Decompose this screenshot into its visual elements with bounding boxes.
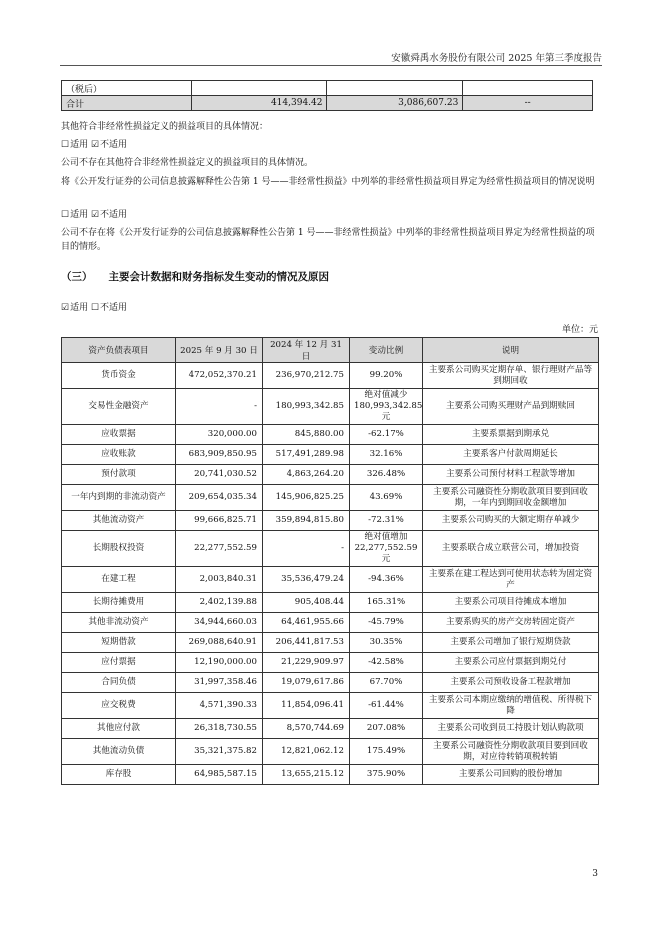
- value-current: 12,190,000.00: [176, 653, 263, 673]
- value-cell: [463, 81, 593, 96]
- non-recurring-summary-table: [61, 80, 593, 111]
- table-row: [62, 739, 599, 765]
- value-change: -45.79%: [350, 613, 423, 633]
- table-row: [62, 613, 599, 633]
- change-reason: 主要系公司融资性分期收款项目要到回收期，对应待转销项税转销: [423, 739, 599, 765]
- change-reason: 主要系客户付款周期延长: [423, 445, 599, 465]
- value-cell: [327, 81, 463, 96]
- table-row: [62, 653, 599, 673]
- value-change: 绝对值减少180,993,342.85 元: [350, 389, 423, 425]
- value-change: 326.48%: [350, 465, 423, 485]
- row-item-name: 其他流动负债: [62, 739, 176, 765]
- checkbox-checked-icon: ☑: [90, 210, 100, 220]
- paragraph-no-reclassification: 公司不存在将《公开发行证券的公司信息披露解释性公告第 1 号——非经常性损益》中列举的非经常性损益项目界定为经常性损益的项目的情形。: [61, 228, 595, 252]
- value-current: 2,402,139.88: [176, 593, 263, 613]
- value-prior: 19,079,617.86: [263, 673, 350, 693]
- balance-sheet-change-table: [61, 337, 599, 785]
- table-body: [62, 363, 599, 785]
- checkbox-checked-icon: ☑: [90, 140, 100, 150]
- row-item-name: 交易性金融资产: [62, 389, 176, 425]
- option-not-applicable: 不适用: [100, 303, 128, 313]
- value-prior: 236,970,212.75: [263, 363, 350, 389]
- value-current: 20,741,030.52: [176, 465, 263, 485]
- change-reason: 主要系公司融资性分期收款项目要到回收期，一年内到期回收金额增加: [423, 485, 599, 511]
- value-prior: 21,229,909.97: [263, 653, 350, 673]
- change-reason: 主要系票据到期承兑: [423, 425, 599, 445]
- row-item-name: 库存股: [62, 765, 176, 785]
- value-change: 43.69%: [350, 485, 423, 511]
- change-reason: 主要系公司收到员工持股计划认购款项: [423, 719, 599, 739]
- value-prior: 35,536,479.24: [263, 567, 350, 593]
- value-current: -: [176, 389, 263, 425]
- row-item-name: 长期待摊费用: [62, 593, 176, 613]
- value-change: -62.17%: [350, 425, 423, 445]
- row-item-name: 合同负债: [62, 673, 176, 693]
- column-header: 资产负债表项目: [62, 338, 176, 363]
- option-not-applicable: 不适用: [100, 210, 128, 220]
- value-prior: 11,854,096.41: [263, 693, 350, 719]
- page-number: 3: [592, 869, 598, 879]
- row-item-name: 应付票据: [62, 653, 176, 673]
- value-prior: 180,993,342.85: [263, 389, 350, 425]
- row-item-name: 其他流动资产: [62, 511, 176, 531]
- value-prior: 8,570,744.69: [263, 719, 350, 739]
- value-current: 35,321,375.82: [176, 739, 263, 765]
- table-row: [62, 81, 593, 96]
- value-cell: [191, 81, 327, 96]
- row-item-name: 短期借款: [62, 633, 176, 653]
- table-row: [62, 445, 599, 465]
- value-change: 375.90%: [350, 765, 423, 785]
- checkbox-unchecked-icon: ☐: [90, 303, 100, 313]
- value-prior: 145,906,825.25: [263, 485, 350, 511]
- change-reason: 主要系公司增加了银行短期贷款: [423, 633, 599, 653]
- row-item-name: 长期股权投资: [62, 531, 176, 567]
- value-prior: 64,461,955.66: [263, 613, 350, 633]
- checkbox-checked-icon: ☑: [61, 303, 70, 313]
- value-prior: 845,880.00: [263, 425, 350, 445]
- applicability-choice: [61, 208, 595, 222]
- value-change: 175.49%: [350, 739, 423, 765]
- table-header-row: [62, 338, 599, 363]
- column-header: 2024 年 12 月 31 日: [263, 338, 350, 363]
- change-reason: 主要系公司预付材料工程款等增加: [423, 465, 599, 485]
- change-reason: 主要系公司项目待摊成本增加: [423, 593, 599, 613]
- table-row: [62, 593, 599, 613]
- row-item-name: 一年内到期的非流动资产: [62, 485, 176, 511]
- table-row: [62, 693, 599, 719]
- change-reason: 主要系公司购买理财产品到期赎回: [423, 389, 599, 425]
- paragraph-no-other-items: 公司不存在其他符合非经常性损益定义的损益项目的具体情况。: [61, 158, 314, 168]
- row-item-name: 应收账款: [62, 445, 176, 465]
- table-row: [62, 765, 599, 785]
- column-header: 变动比例: [350, 338, 423, 363]
- value-current: 99,666,825.71: [176, 511, 263, 531]
- checkbox-unchecked-icon: ☐: [61, 210, 70, 220]
- row-item-name: 其他非流动资产: [62, 613, 176, 633]
- value-current: 683,909,850.95: [176, 445, 263, 465]
- change-reason: 主要系在建工程达到可使用状态转为固定资产: [423, 567, 599, 593]
- value-current: 2,003,840.31: [176, 567, 263, 593]
- row-item-name: 货币资金: [62, 363, 176, 389]
- paragraph-other-items: 其他符合非经常性损益定义的损益项目的具体情况：: [61, 122, 269, 132]
- table-row: [62, 673, 599, 693]
- table-row: [62, 719, 599, 739]
- value-current: 209,654,035.34: [176, 485, 263, 511]
- change-reason: 主要系联合成立联营公司，增加投资: [423, 531, 599, 567]
- header-divider: [60, 65, 602, 66]
- row-item-name: 应交税费: [62, 693, 176, 719]
- row-item-name: 应收票据: [62, 425, 176, 445]
- report-header-title: 安徽舜禹水务股份有限公司 2025 年第三季度报告: [391, 53, 602, 64]
- change-reason: 主要系公司购买的大额定期存单减少: [423, 511, 599, 531]
- table-row: [62, 531, 599, 567]
- table-row: [62, 485, 599, 511]
- paragraph-reclassification-title: 将《公开发行证券的公司信息披露解释性公告第 1 号——非经常性损益》中列举的非经常性损益项目界定为经常性损益项目的情况说明: [61, 177, 595, 187]
- value-prior: 13,655,215.12: [263, 765, 350, 785]
- section-number: （三）: [61, 271, 93, 283]
- row-item-name: 预付款项: [62, 465, 176, 485]
- applicability-choice: [61, 138, 595, 152]
- value-cell: 414,394.42: [191, 96, 327, 111]
- section-applicability: [61, 301, 595, 315]
- change-reason: 主要系公司购买定期存单、银行理财产品等到期回收: [423, 363, 599, 389]
- value-change: 绝对值增加22,277,552.59 元: [350, 531, 423, 567]
- value-prior: 206,441,817.53: [263, 633, 350, 653]
- value-prior: 905,408.44: [263, 593, 350, 613]
- change-reason: 主要系公司预收设备工程款增加: [423, 673, 599, 693]
- option-applicable: 适用: [70, 210, 89, 220]
- value-current: 31,997,358.46: [176, 673, 263, 693]
- value-current: 472,052,370.21: [176, 363, 263, 389]
- table-row: [62, 511, 599, 531]
- value-prior: 4,863,264.20: [263, 465, 350, 485]
- value-prior: 359,894,815.80: [263, 511, 350, 531]
- row-item-name: 在建工程: [62, 567, 176, 593]
- table-row-total: [62, 96, 593, 111]
- value-cell: 3,086,607.23: [327, 96, 463, 111]
- value-change: -72.31%: [350, 511, 423, 531]
- value-current: 26,318,730.55: [176, 719, 263, 739]
- row-item-name: 其他应付款: [62, 719, 176, 739]
- row-label: 合计: [62, 96, 192, 111]
- value-current: 22,277,552.59: [176, 531, 263, 567]
- unit-label: 单位：元: [561, 325, 598, 335]
- option-not-applicable: 不适用: [100, 140, 128, 150]
- table-row: [62, 633, 599, 653]
- change-reason: 主要系公司本期应缴纳的增值税、所得税下降: [423, 693, 599, 719]
- value-change: 67.70%: [350, 673, 423, 693]
- column-header: 2025 年 9 月 30 日: [176, 338, 263, 363]
- value-current: 34,944,660.03: [176, 613, 263, 633]
- checkbox-unchecked-icon: ☐: [61, 140, 70, 150]
- value-change: -42.58%: [350, 653, 423, 673]
- value-current: 64,985,587.15: [176, 765, 263, 785]
- table-row: [62, 465, 599, 485]
- option-applicable: 适用: [70, 303, 89, 313]
- table-row: [62, 363, 599, 389]
- table-row: [62, 425, 599, 445]
- value-change: -94.36%: [350, 567, 423, 593]
- table-row: [62, 567, 599, 593]
- value-change: 32.16%: [350, 445, 423, 465]
- value-current: 320,000.00: [176, 425, 263, 445]
- value-change: 30.35%: [350, 633, 423, 653]
- value-change: 165.31%: [350, 593, 423, 613]
- section-heading: [61, 269, 329, 284]
- value-change: -61.44%: [350, 693, 423, 719]
- table-row: [62, 389, 599, 425]
- section-title: 主要会计数据和财务指标发生变动的情况及原因: [108, 271, 329, 283]
- value-prior: -: [263, 531, 350, 567]
- value-change: 99.20%: [350, 363, 423, 389]
- change-reason: 主要系公司回购的股份增加: [423, 765, 599, 785]
- value-prior: 12,821,062.12: [263, 739, 350, 765]
- value-change: 207.08%: [350, 719, 423, 739]
- value-prior: 517,491,289.98: [263, 445, 350, 465]
- value-current: 269,088,640.91: [176, 633, 263, 653]
- row-label: （税后）: [62, 81, 192, 96]
- value-current: 4,571,390.33: [176, 693, 263, 719]
- option-applicable: 适用: [70, 140, 89, 150]
- change-reason: 主要系公司应付票据到期兑付: [423, 653, 599, 673]
- column-header: 说明: [423, 338, 599, 363]
- value-cell: --: [463, 96, 593, 111]
- change-reason: 主要系购买的房产交房转固定资产: [423, 613, 599, 633]
